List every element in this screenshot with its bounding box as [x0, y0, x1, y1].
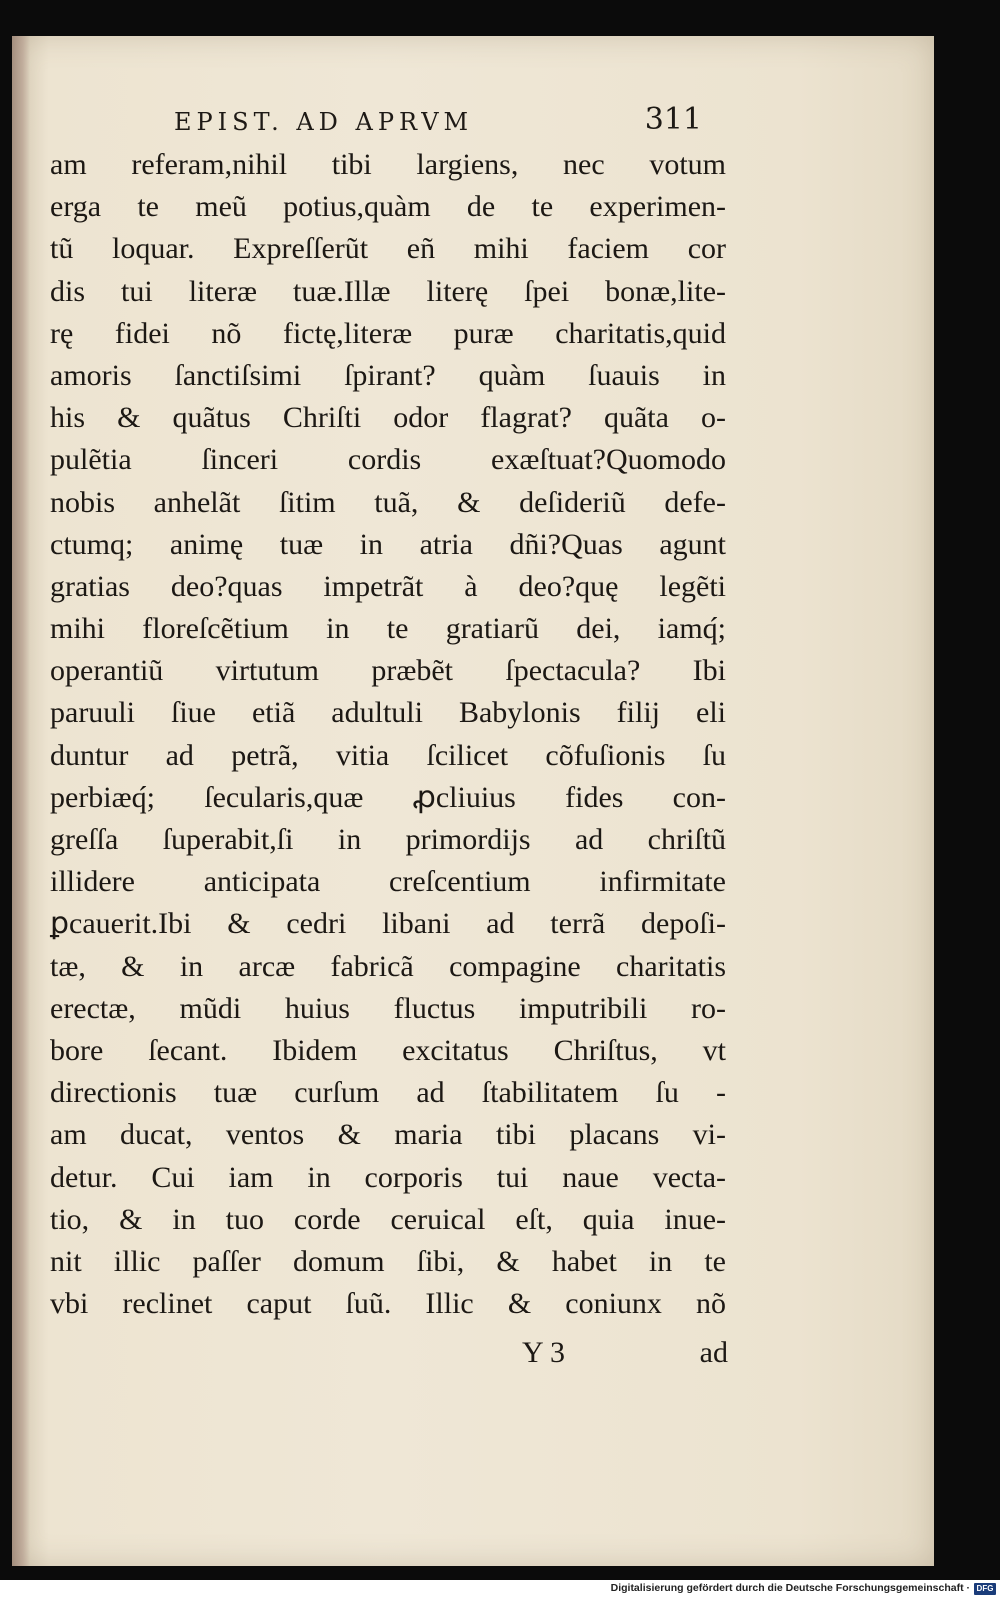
text-line: directionis tuæ curſum ad ſtabilitatem ſu - [50, 1076, 726, 1110]
text-line: his & quãtus Chriſti odor flagrat? quãta o- [50, 401, 726, 435]
text-line: erectæ, mũdi huius fluctus imputribili ro- [50, 991, 726, 1025]
text-line: duntur ad petrã, vitia ſcilicet cõfuſionis ſu [50, 738, 726, 772]
credit-text: Digitalisierung gefördert durch die Deutsche Forschungsgemeinschaft · [610, 1582, 970, 1594]
text-line: ctumq; animę tuæ in atria dñi?Quas agunt [50, 527, 726, 561]
book-page [12, 36, 934, 1566]
folio-number: 311 [644, 102, 702, 137]
text-line: vbi reclinet caput ſuũ. Illic & coniunx nõ [50, 1287, 726, 1321]
text-line: erga te meũ potius,quàm de te experimen- [50, 190, 726, 224]
text-line: ꝑcauerit.Ibi & cedri libani ad terrã depoſi- [50, 907, 726, 941]
text-line: detur. Cui iam in corporis tui naue vecta- [50, 1160, 726, 1194]
binding-edge [12, 36, 30, 1566]
text-line: bore ſecant. Ibidem excitatus Chriſtus, vt [50, 1033, 726, 1067]
text-line: greſſa ſuperabit,ſi in primordijs ad chriſtũ [50, 823, 726, 856]
text-line: gratias deo?quas impetrãt à deo?quę legẽti [50, 569, 726, 603]
page-footer [502, 1336, 728, 1376]
text-line: tũ loquar. Expreſſerũt eñ mihi faciem cor [50, 232, 726, 266]
text-block [50, 144, 726, 1325]
text-line: illidere anticipata creſcentium infirmitate [50, 865, 726, 899]
text-line: operantiũ virtutum præbẽt ſpectacula? Ibi [50, 654, 726, 688]
catchword: ad [699, 1336, 728, 1369]
text-line: paruuli ſiue etiã adultuli Babylonis filij eli [50, 696, 726, 730]
running-title: EPIST. AD APRVM [174, 108, 474, 136]
text-line: rę fidei nõ fictę,literæ puræ charitatis,quid [50, 316, 726, 350]
credit-bar [0, 1580, 1000, 1598]
text-line: amoris ſanctiſsimi ſpirant? quàm ſuauis in [50, 358, 726, 392]
text-line: nobis anhelãt ſitim tuã, & deſideriũ defe- [50, 485, 726, 519]
text-line: mihi floreſcẽtium in te gratiarũ dei, iamq́; [50, 612, 726, 646]
text-line: nit illic paſſer domum ſibi, & habet in te [50, 1244, 726, 1278]
text-line: am referam,nihil tibi largiens, nec votum [50, 148, 726, 181]
text-line: tæ, & in arcæ fabricã compagine charitatis [50, 949, 726, 983]
text-line: dis tui literæ tuæ.Illæ literę ſpei bonæ,lite- [50, 274, 726, 308]
text-line: am ducat, ventos & maria tibi placans vi- [50, 1118, 726, 1152]
text-line: pulẽtia ſinceri cordis exæſtuat?Quomodo [50, 443, 726, 477]
text-line: perbiæq́; ſecularis,quæ ꝓcliuius fides con- [50, 780, 726, 814]
text-line: tio, & in tuo corde ceruical eſt, quia inue- [50, 1202, 726, 1236]
signature-mark: Y 3 [522, 1336, 566, 1369]
running-head [162, 102, 722, 142]
dfg-logo: DFG [974, 1583, 996, 1595]
